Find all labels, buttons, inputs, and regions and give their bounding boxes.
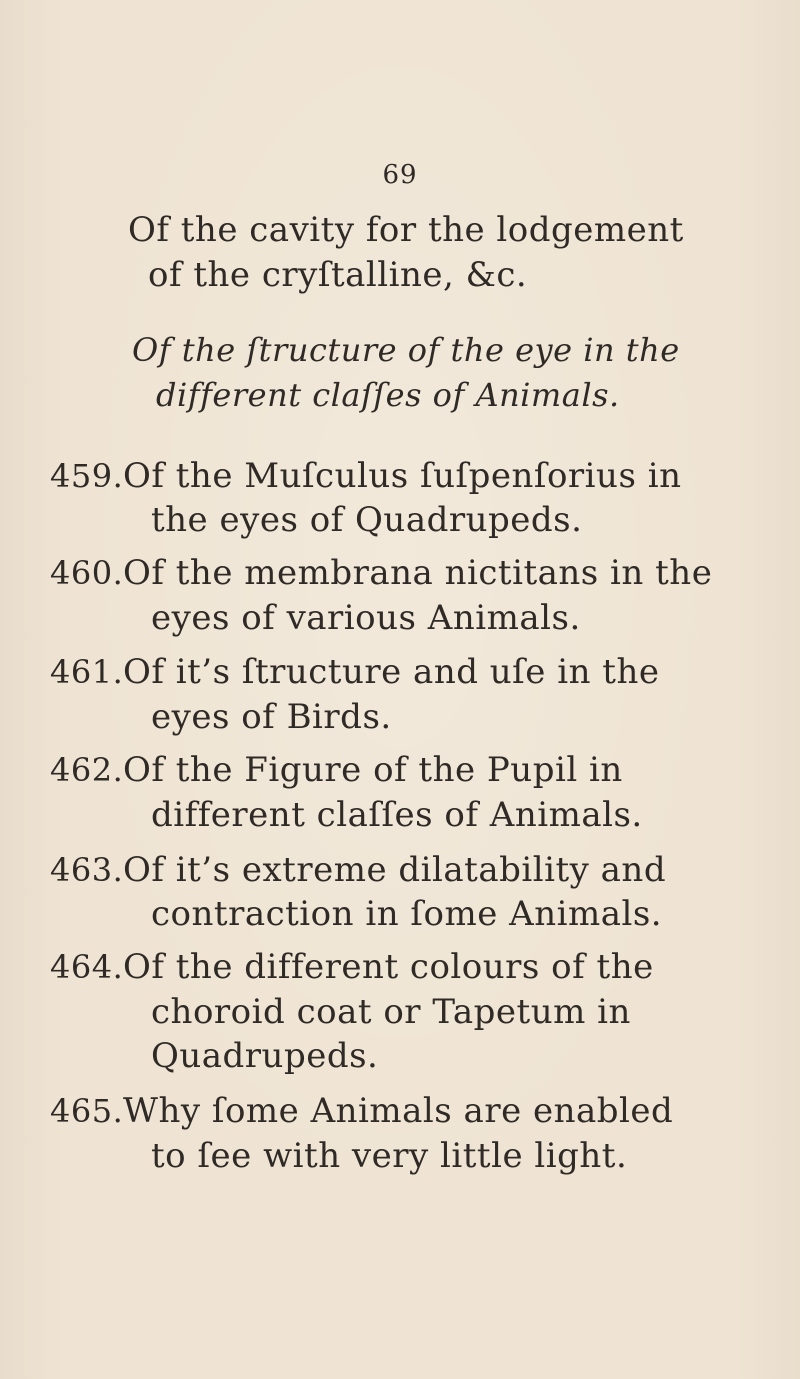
subheading-line-2: different claſſes of Animals. xyxy=(156,376,620,414)
entry-line-2: to ſee with very little light. xyxy=(151,1136,628,1176)
entry-line-2: choroid coat or Tapetum in xyxy=(151,992,631,1032)
entry-line-1: Why ſome Animals are enabled xyxy=(123,1091,674,1131)
heading-line-1: Of the cavity for the lodgement xyxy=(128,210,684,250)
heading-line-2: of the cryſtalline, &c. xyxy=(148,255,528,295)
entry-line-2: different claſſes of Animals. xyxy=(151,795,643,835)
entry-line-1: Of it’s extreme dilatability and xyxy=(123,850,667,890)
entry-line-1: Of the different colours of the xyxy=(123,947,654,987)
entry-line-3: Quadrupeds. xyxy=(151,1036,379,1076)
entry-number: 459. xyxy=(50,457,124,495)
subheading-line-1: Of the ſtructure of the eye in the xyxy=(132,331,680,369)
entry-number: 465. xyxy=(50,1092,124,1130)
entry-line-2: the eyes of Quadrupeds. xyxy=(151,500,583,540)
entry-line-2: eyes of Birds. xyxy=(151,697,392,737)
entry-number: 464. xyxy=(50,948,124,986)
entry-line-2: contraction in ſome Animals. xyxy=(151,894,663,934)
entry-number: 463. xyxy=(50,851,124,889)
entry-line-1: Of the membrana nictitans in the xyxy=(123,553,713,593)
entry-number: 462. xyxy=(50,751,124,789)
entry-line-1: Of the Figure of the Pupil in xyxy=(123,750,623,790)
entry-number: 461. xyxy=(50,653,124,691)
entry-number: 460. xyxy=(50,554,124,592)
entry-line-2: eyes of various Animals. xyxy=(151,598,581,638)
entry-line-1: Of it’s ſtructure and uſe in the xyxy=(123,652,660,692)
entry-line-1: Of the Muſculus ſuſpenſorius in xyxy=(123,456,682,496)
page-number: 69 xyxy=(382,160,418,190)
